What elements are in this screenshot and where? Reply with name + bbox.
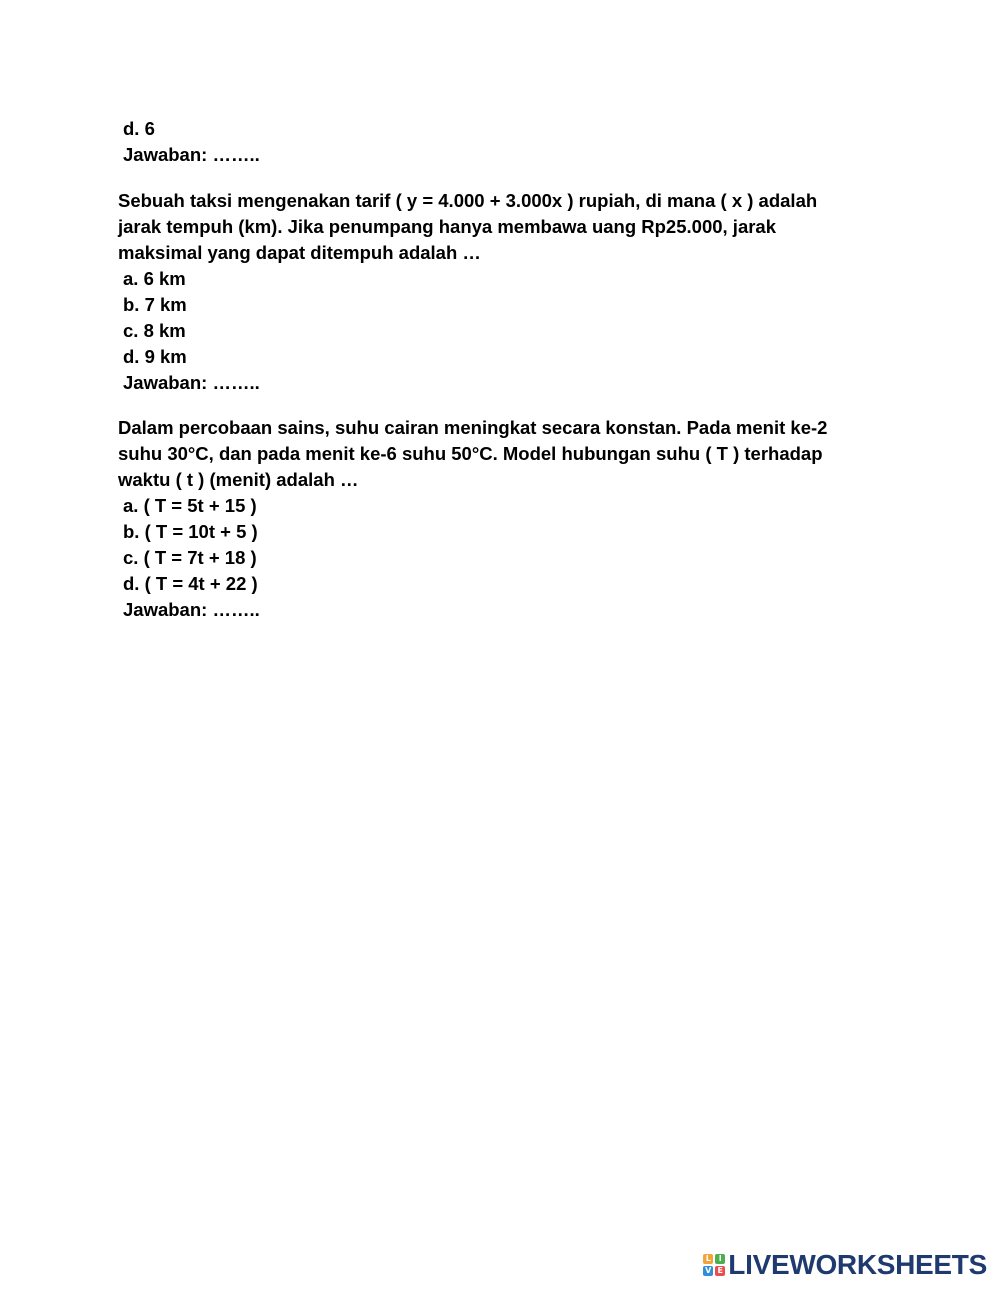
option-d[interactable]: d. 9 km	[123, 346, 187, 367]
question-stem-line: suhu 30°C, dan pada menit ke-6 suhu 50°C. Model hubungan suhu ( T ) terhadap	[118, 443, 823, 464]
option-a[interactable]: a. ( T = 5t + 15 )	[123, 495, 257, 516]
liveworksheets-icon	[703, 1254, 725, 1276]
question-stem-line: maksimal yang dapat ditempuh adalah …	[118, 242, 481, 263]
question-temperature-model	[118, 415, 898, 623]
question-stem-line: jarak tempuh (km). Jika penumpang hanya membawa uang Rp25.000, jarak	[118, 216, 777, 237]
option-c[interactable]: c. ( T = 7t + 18 )	[123, 547, 257, 568]
logo-tile: V	[705, 1266, 712, 1275]
question-stem-line: Sebuah taksi mengenakan tarif ( y = 4.000 + 3.000x ) rupiah, di mana ( x ) adalah	[118, 190, 818, 211]
option-d[interactable]: d. 6	[123, 118, 155, 139]
answer-field[interactable]: Jawaban: ……..	[123, 144, 260, 165]
question-taxi-fare	[118, 188, 898, 396]
option-b[interactable]: b. 7 km	[123, 294, 187, 315]
question-stem-line: waktu ( t ) (menit) adalah …	[118, 469, 359, 490]
previous-question-tail	[118, 116, 898, 168]
liveworksheets-logo	[703, 1250, 987, 1280]
option-b[interactable]: b. ( T = 10t + 5 )	[123, 521, 258, 542]
option-d[interactable]: d. ( T = 4t + 22 )	[123, 573, 258, 594]
option-c[interactable]: c. 8 km	[123, 320, 186, 341]
logo-tile: L	[703, 1254, 713, 1264]
logo-tile: I	[715, 1254, 725, 1264]
question-stem-line: Dalam percobaan sains, suhu cairan meningkat secara konstan. Pada menit ke-2	[118, 417, 828, 438]
option-a[interactable]: a. 6 km	[123, 268, 186, 289]
logo-tile: E	[715, 1266, 725, 1276]
answer-field[interactable]: Jawaban: ……..	[123, 599, 260, 620]
answer-field[interactable]: Jawaban: ……..	[123, 372, 260, 393]
logo-wordmark: LIVEWORKSHEETS	[728, 1249, 987, 1280]
